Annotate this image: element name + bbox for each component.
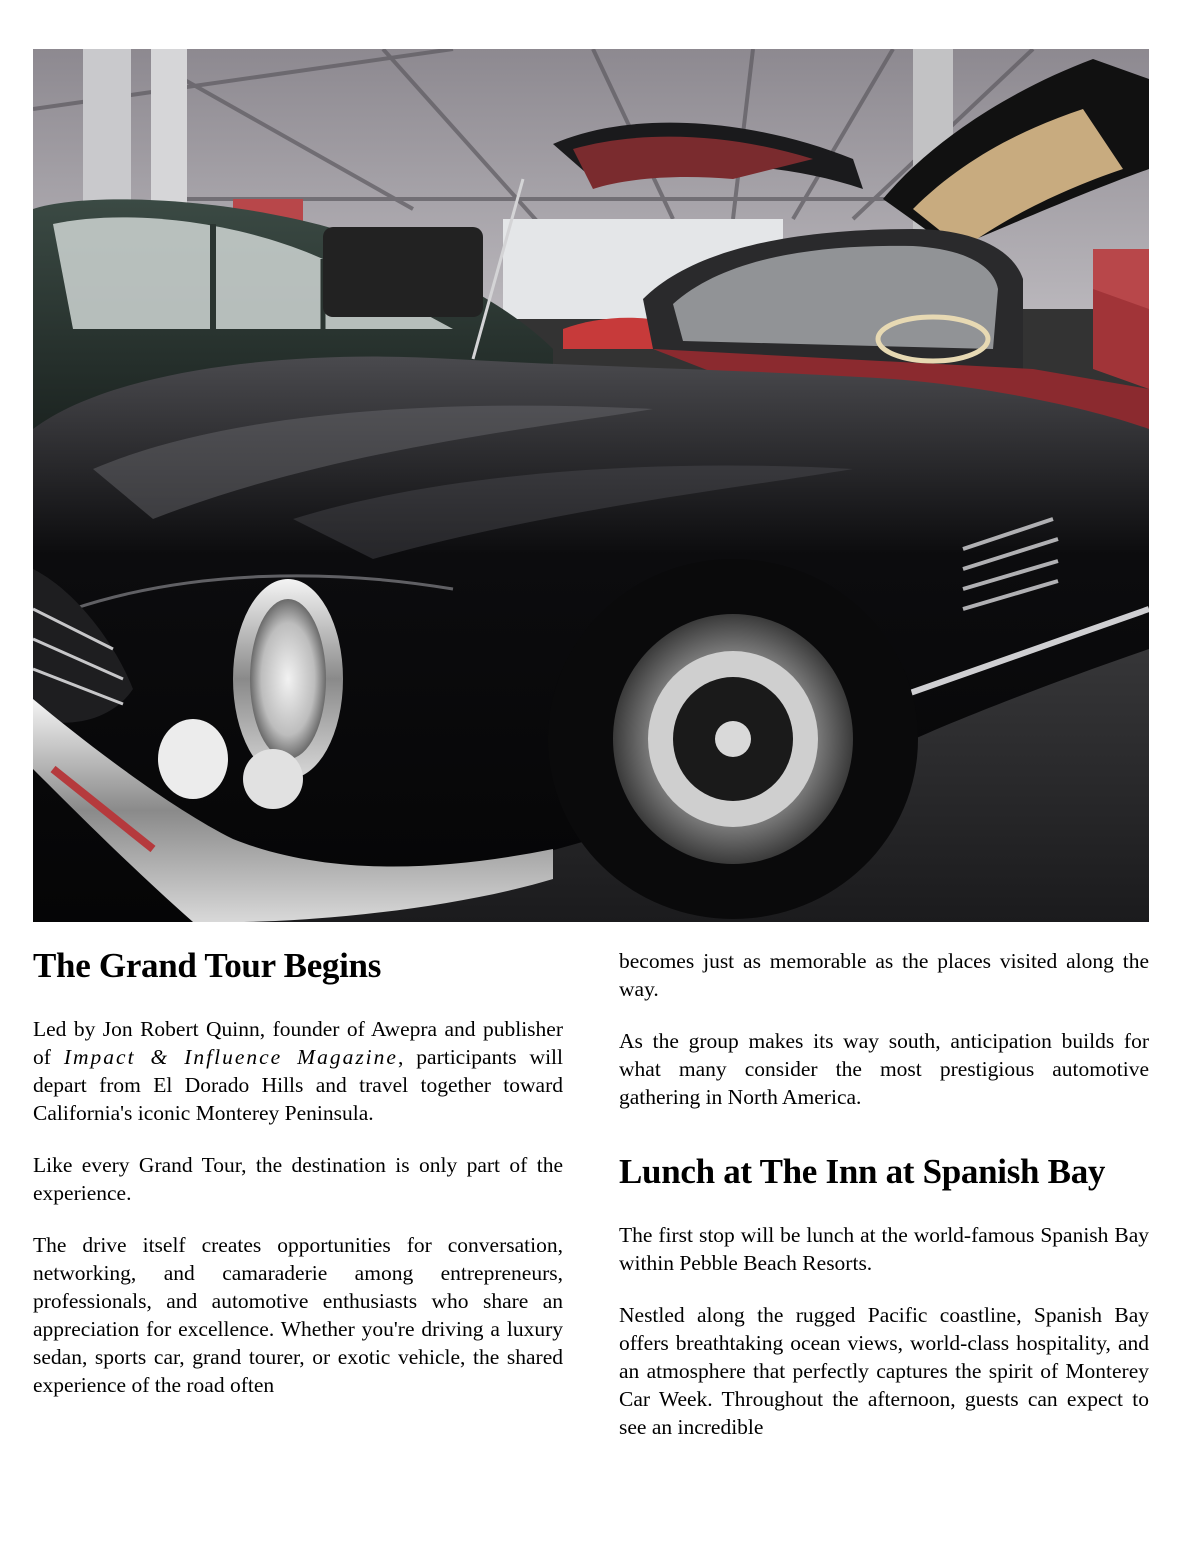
intro-text-end: , participants will depart from El Dorado Hills and travel together toward California's iconic Monterey Peninsula. [33, 1045, 563, 1125]
article-column-left [33, 945, 563, 1423]
paragraph-destination: Like every Grand Tour, the destination is only part of the experience. [33, 1153, 563, 1205]
gullwing-car-photo [33, 49, 1149, 922]
section-heading-grand-tour: The Grand Tour Begins [33, 946, 382, 985]
intro-paragraph [33, 1015, 563, 1127]
paragraph-south: As the group makes its way south, anticipation builds for what many consider the most prestigious automotive gathering in North America. [619, 1029, 1149, 1109]
article-column-right [619, 945, 1149, 1465]
hero-photo [33, 49, 1149, 922]
magazine-title: Impact & Influence Magazine [63, 1045, 398, 1069]
intro-text-start: Led by Jon Robert Quinn, founder of Awepra and publisher of [33, 1017, 563, 1069]
paragraph-continuation: becomes just as memorable as the places visited along the way. [619, 949, 1149, 1001]
section-heading-spanish-bay: Lunch at The Inn at Spanish Bay [619, 1152, 1106, 1191]
paragraph-drive: The drive itself creates opportunities for conversation, networking, and camaraderie among entrepreneurs, professionals, and automotive enthusiasts who share an appreciation for excellence. Whether you're driving a luxury sedan, sports car, grand tourer, or exotic vehicle, the shared experience of the road often [33, 1233, 563, 1397]
paragraph-nestled: Nestled along the rugged Pacific coastline, Spanish Bay offers breathtaking ocean views, world-class hospitality, and an atmosphere that perfectly captures the spirit of Monterey Car Week. Throughout the afternoon, guests can expect to see an incredible [619, 1303, 1149, 1439]
paragraph-first-stop: The first stop will be lunch at the world-famous Spanish Bay within Pebble Beach Resorts. [619, 1223, 1149, 1275]
